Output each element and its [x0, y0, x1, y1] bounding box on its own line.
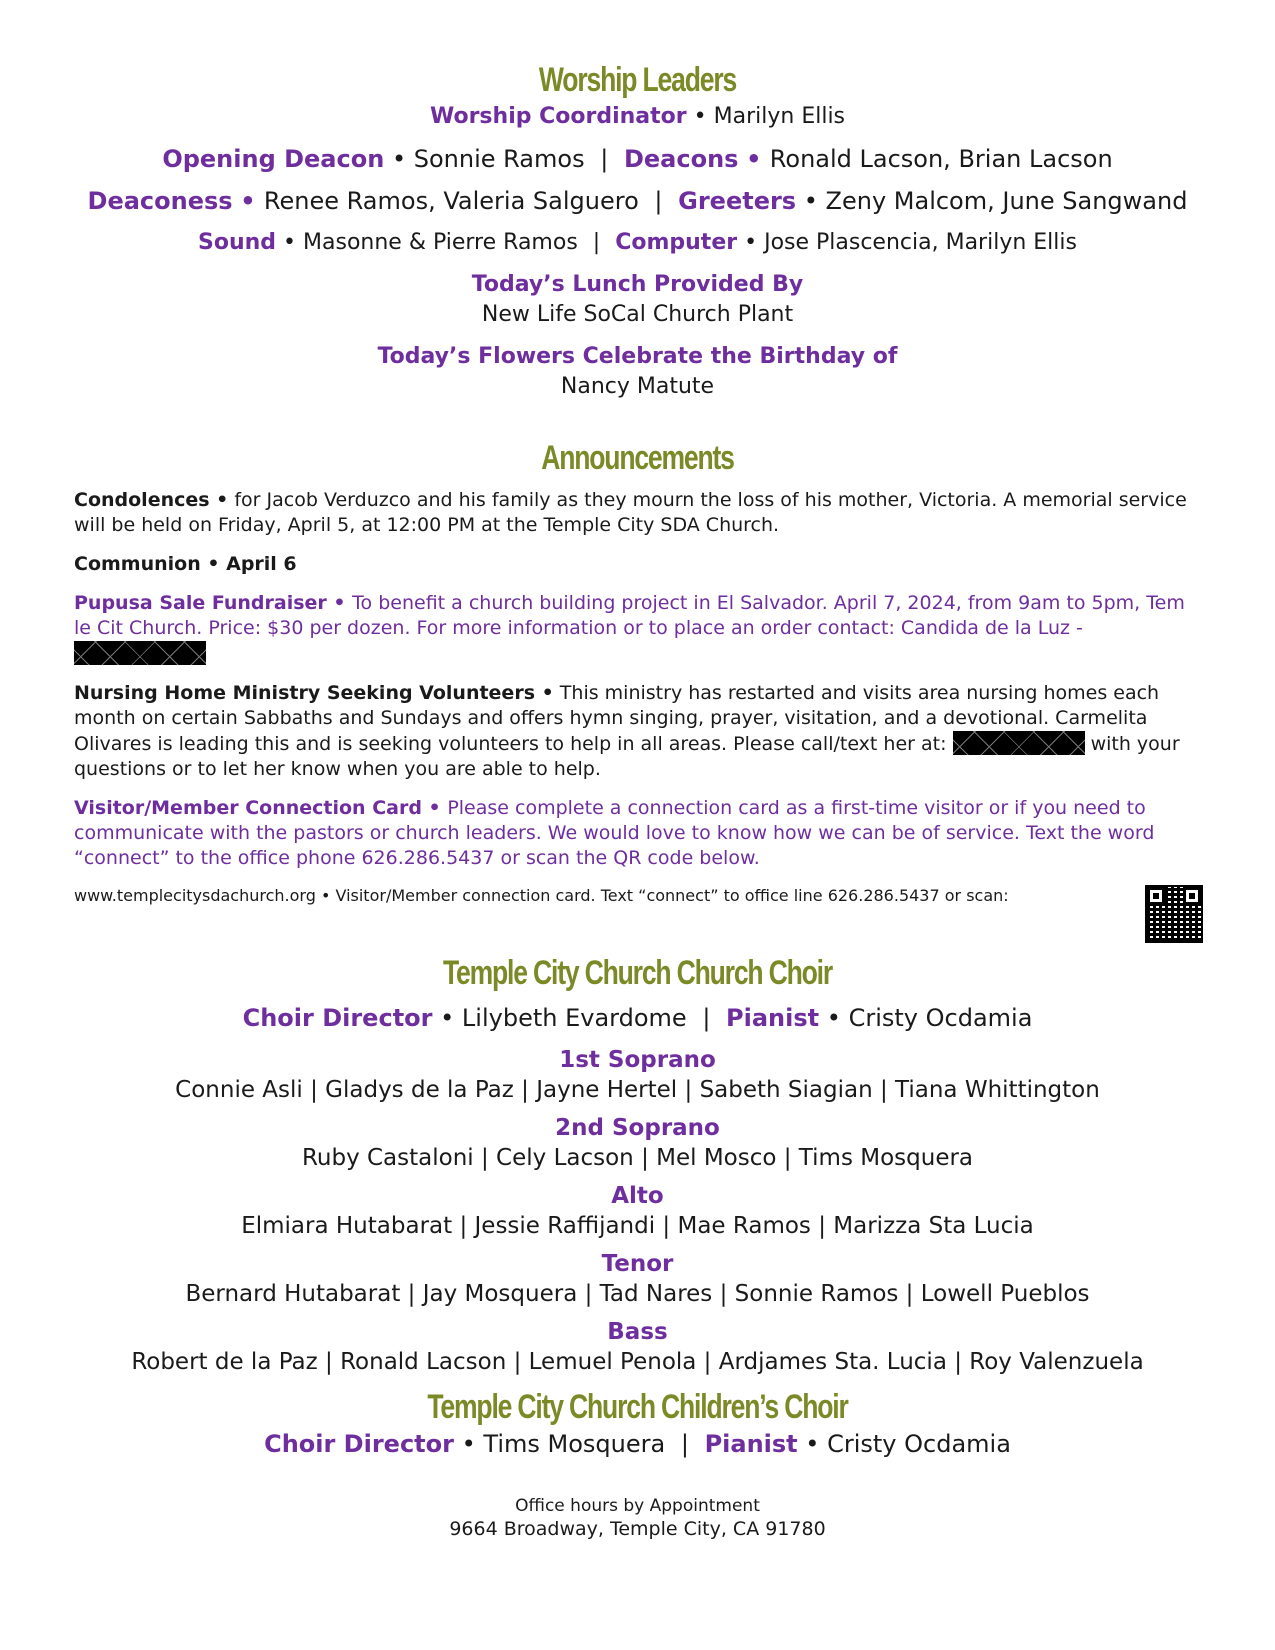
choir-director-name: Lilybeth Evardome: [461, 1004, 687, 1032]
choir-part-names: Robert de la Paz | Ronald Lacson | Lemuel Penola | Ardjames Sta. Lucia | Roy Valenzuela: [131, 1349, 1144, 1375]
office-address: 9664 Broadway, Temple City, CA 91780: [449, 1518, 826, 1540]
connection-card-title: Visitor/Member Connection Card •: [74, 797, 448, 819]
worship-leaders-heading: Worship Leaders: [538, 61, 737, 99]
childrens-choir-director-label: Choir Director: [264, 1430, 454, 1458]
announcements-section: [74, 436, 1201, 907]
condolences-announcement: [74, 488, 1201, 538]
deacons-label: Deacons: [623, 145, 739, 173]
opening-deacon-label: Opening Deacon: [162, 145, 385, 173]
choir-director-label: Choir Director: [242, 1004, 433, 1032]
opening-deacon-name: Sonnie Ramos: [413, 145, 585, 173]
lunch-name: New Life SoCal Church Plant: [481, 302, 794, 327]
sound-computer-row: Sound • Masonne & Pierre Ramos | Computer • Jose Plascencia, Marilyn Ellis: [198, 230, 1077, 255]
website-footer-text: www.templecitysdachurch.org • Visitor/Member connection card. Text “connect” to office line 626.286.5437 or scan:: [74, 886, 1009, 905]
deaconess-greeters-row: Deaconess • Renee Ramos, Valeria Salguero | Greeters • Zeny Malcom, June Sangwand: [87, 187, 1188, 215]
office-info-section: [74, 1495, 1201, 1541]
choir-part: [74, 1045, 1201, 1105]
church-choir-section: [74, 951, 1201, 1377]
qr-code-icon[interactable]: [1147, 887, 1201, 941]
nursing-text-end: with your questions or to let her know when you are able to help.: [74, 733, 1180, 780]
pianist-name: Cristy Ocdamia: [848, 1004, 1033, 1032]
greeters-names: Zeny Malcom, June Sangwand: [825, 187, 1188, 215]
choir-part: [74, 1317, 1201, 1377]
pupusa-title: Pupusa Sale Fundraiser •: [74, 592, 353, 614]
childrens-choir-director-row: Choir Director • Tims Mosquera | Pianist • Cristy Ocdamia: [264, 1430, 1011, 1458]
website-footer-line: [74, 885, 1201, 907]
choir-part: [74, 1113, 1201, 1173]
condolences-text: for Jacob Verduzco and his family as they mourn the loss of his mother, Victoria. A memorial service will be held on Friday, April 5, at 12:00 PM at the Temple City SDA Church.: [74, 489, 1187, 536]
nursing-announcement: [74, 681, 1201, 782]
redacted-phone-block: [74, 641, 206, 665]
bulletin-page: [74, 58, 1201, 1541]
pupusa-announcement: [74, 591, 1201, 667]
worship-leaders-section: [74, 58, 1201, 402]
connection-card-text: Please complete a connection card as a first-time visitor or if you need to communicate with the pastors or church leaders. We would love to know how we can be of service. Text the word “connect” to the office phone 626.286.5437 or scan the QR code below.: [74, 797, 1155, 869]
worship-coordinator-name: Marilyn Ellis: [713, 104, 846, 129]
office-hours: Office hours by Appointment: [515, 1496, 760, 1516]
flowers-name: Nancy Matute: [560, 374, 715, 399]
pupusa-text: To benefit a church building project in El Salvador. April 7, 2024, from 9am to 5pm, Tem le Cit Church. Price: $30 per dozen. For more information or to place an order contact: Candida de la Luz -: [74, 592, 1185, 639]
choir-part-label: Tenor: [601, 1251, 674, 1277]
childrens-choir-heading: Temple City Church Children’s Choir: [427, 1388, 848, 1426]
childrens-choir-director-name: Tims Mosquera: [483, 1430, 666, 1458]
redacted-phone-block: [953, 731, 1085, 755]
nursing-title: Nursing Home Ministry Seeking Volunteers •: [74, 682, 554, 704]
choir-director-row: Choir Director • Lilybeth Evardome | Pianist • Cristy Ocdamia: [242, 1004, 1033, 1032]
computer-names: Jose Plascencia, Marilyn Ellis: [764, 230, 1077, 255]
condolences-title: Condolences •: [74, 489, 229, 511]
connection-card-announcement: [74, 796, 1201, 871]
computer-label: Computer: [615, 230, 738, 255]
choir-part: [74, 1181, 1201, 1241]
nursing-text: This ministry has restarted and visits area nursing homes each month on certain Sabbaths and Sundays and offers hymn singing, prayer, visitation, and a devotional. Carmelita Olivares is leading this and is seeking volunteers to help in all areas. Please call/text her at:: [74, 682, 1160, 755]
lunch-label: Today’s Lunch Provided By: [471, 272, 804, 297]
pianist-label: Pianist: [726, 1004, 820, 1032]
choir-part-label: 2nd Soprano: [555, 1115, 720, 1141]
choir-part-label: Bass: [607, 1319, 668, 1345]
announcements-heading: Announcements: [541, 439, 734, 477]
choir-part-names: Ruby Castaloni | Cely Lacson | Mel Mosco | Tims Mosquera: [301, 1145, 974, 1171]
flowers-label: Today’s Flowers Celebrate the Birthday of: [377, 344, 898, 369]
choir-part-label: Alto: [611, 1183, 664, 1209]
choir-part-names: Bernard Hutabarat | Jay Mosquera | Tad Nares | Sonnie Ramos | Lowell Pueblos: [185, 1281, 1090, 1307]
choir-part-label: 1st Soprano: [559, 1047, 716, 1073]
sound-names: Masonne & Pierre Ramos: [303, 230, 578, 255]
communion-title: Communion • April 6: [74, 553, 297, 575]
childrens-choir-section: [74, 1385, 1201, 1459]
deaconess-label: Deaconess: [87, 187, 233, 215]
greeters-label: Greeters: [678, 187, 797, 215]
childrens-pianist-label: Pianist: [704, 1430, 798, 1458]
childrens-pianist-name: Cristy Ocdamia: [827, 1430, 1011, 1458]
worship-coordinator-label: Worship Coordinator: [429, 104, 687, 129]
deacons-names: Ronald Lacson, Brian Lacson: [769, 145, 1113, 173]
choir-part: [74, 1249, 1201, 1309]
deaconess-names: Renee Ramos, Valeria Salguero: [263, 187, 639, 215]
choir-part-names: Connie Asli | Gladys de la Paz | Jayne Hertel | Sabeth Siagian | Tiana Whittington: [175, 1077, 1100, 1103]
communion-announcement: [74, 552, 1201, 577]
worship-coordinator-row: Worship Coordinator • Marilyn Ellis: [429, 104, 846, 129]
sound-label: Sound: [198, 230, 277, 255]
deacons-row: Opening Deacon • Sonnie Ramos | Deacons • Ronald Lacson, Brian Lacson: [162, 145, 1113, 173]
church-choir-heading: Temple City Church Church Choir: [442, 954, 833, 992]
choir-part-names: Elmiara Hutabarat | Jessie Raffijandi | Mae Ramos | Marizza Sta Lucia: [241, 1213, 1034, 1239]
